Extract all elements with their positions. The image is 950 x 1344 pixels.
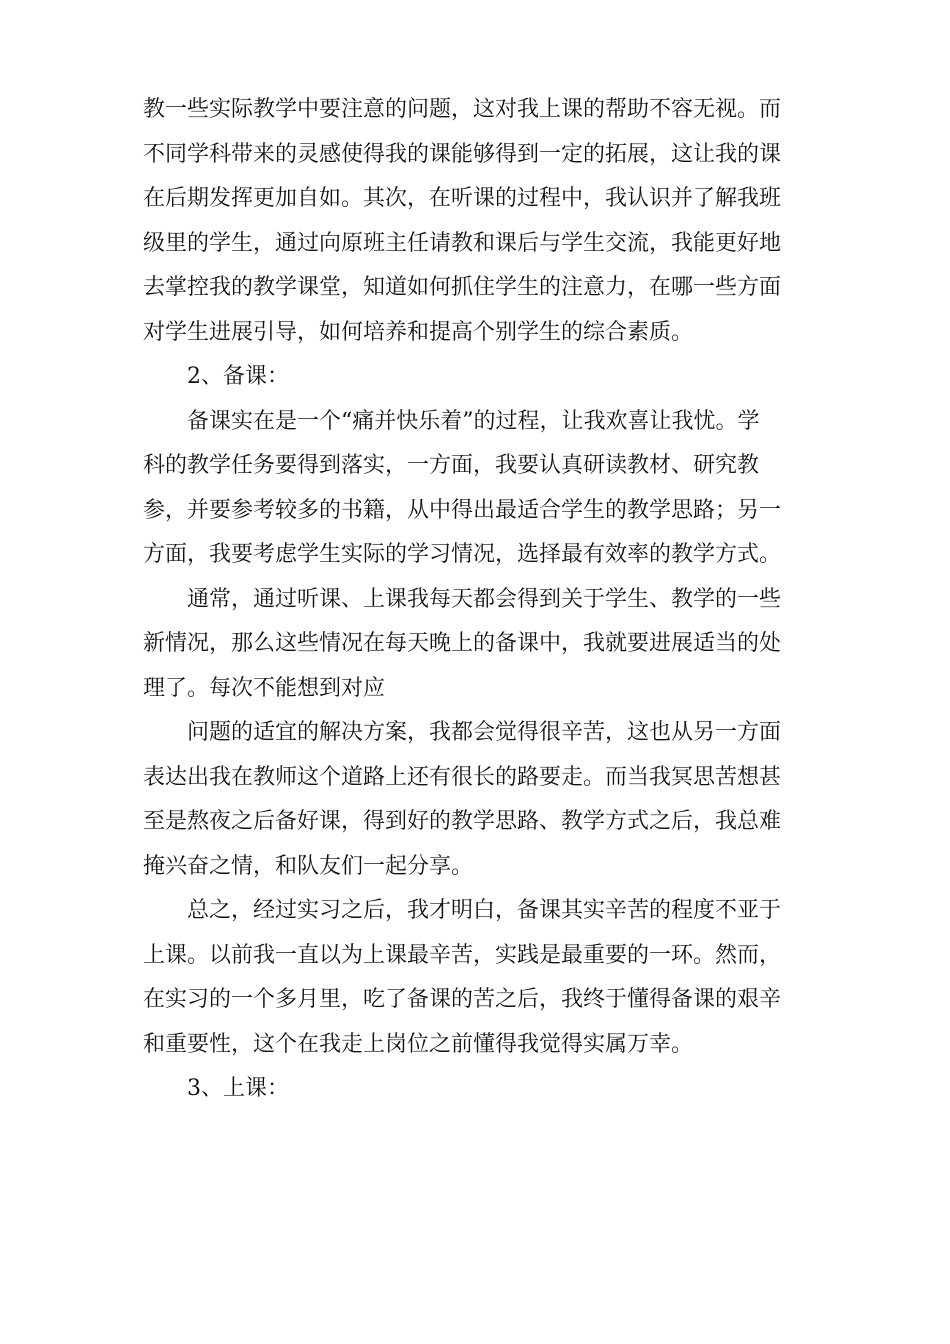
text-line: 级里的学生，通过向原班主任请教和课后与学生交流，我能更好地 [143,230,782,256]
text-line: 理了。每次不能想到对应 [143,675,386,701]
text-line: 在实习的一个多月里，吃了备课的苦之后，我终于懂得备课的艰辛 [143,987,782,1012]
text-line: 科的教学任务要得到落实，一方面，我要认真研读教材、研究教 [143,453,760,478]
text-line: 不同学科带来的灵感使得我的课能够得到一定的拓展，这让我的课 [143,141,782,167]
text-line: 对学生进展引导，如何培养和提高个别学生的综合素质。 [143,319,694,345]
document-body [143,88,803,1112]
text-line: 新情况，那么这些情况在每天晚上的备课中，我就要进展适当的处 [143,631,782,656]
text-line: 通常，通过听课、上课我每天都会得到关于学生、教学的一些 [187,586,782,612]
text-line: 掩兴奋之情，和队友们一起分享。 [143,853,474,879]
text-line: 备课实在是一个“痛并快乐着”的过程，让我欢喜让我忧。学 [187,408,760,434]
text-line: 总之，经过实习之后，我才明白，备课其实辛苦的程度不亚于 [187,898,782,923]
text-line: 至是熬夜之后备好课，得到好的教学思路、教学方式之后，我总难 [143,809,782,834]
text-line: 问题的适宜的解决方案，我都会觉得很辛苦，这也从另一方面 [187,720,782,745]
section-heading-lecturing: 3、上课： [187,1076,289,1101]
text-line: 方面，我要考虑学生实际的学习情况，选择最有效率的教学方式。 [143,542,782,567]
text-line: 表达出我在教师这个道路上还有很长的路要走。而当我冥思苦想甚 [143,764,782,790]
text-line: 去掌控我的教学课堂，知道如何抓住学生的注意力，在哪一些方面 [143,275,782,300]
text-line: 在后期发挥更加自如。其次，在听课的过程中，我认识并了解我班 [143,186,782,211]
text-line: 上课。以前我一直以为上课最辛苦，实践是最重要的一环。然而， [143,942,782,968]
text-line: 教一些实际教学中要注意的问题，这对我上课的帮助不容无视。而 [143,97,782,122]
text-line: 和重要性，这个在我走上岗位之前懂得我觉得实属万幸。 [143,1031,694,1057]
text-line: 参，并要参考较多的书籍，从中得出最适合学生的教学思路；另一 [143,497,782,523]
section-heading-lesson-prep: 2、备课： [187,364,289,389]
